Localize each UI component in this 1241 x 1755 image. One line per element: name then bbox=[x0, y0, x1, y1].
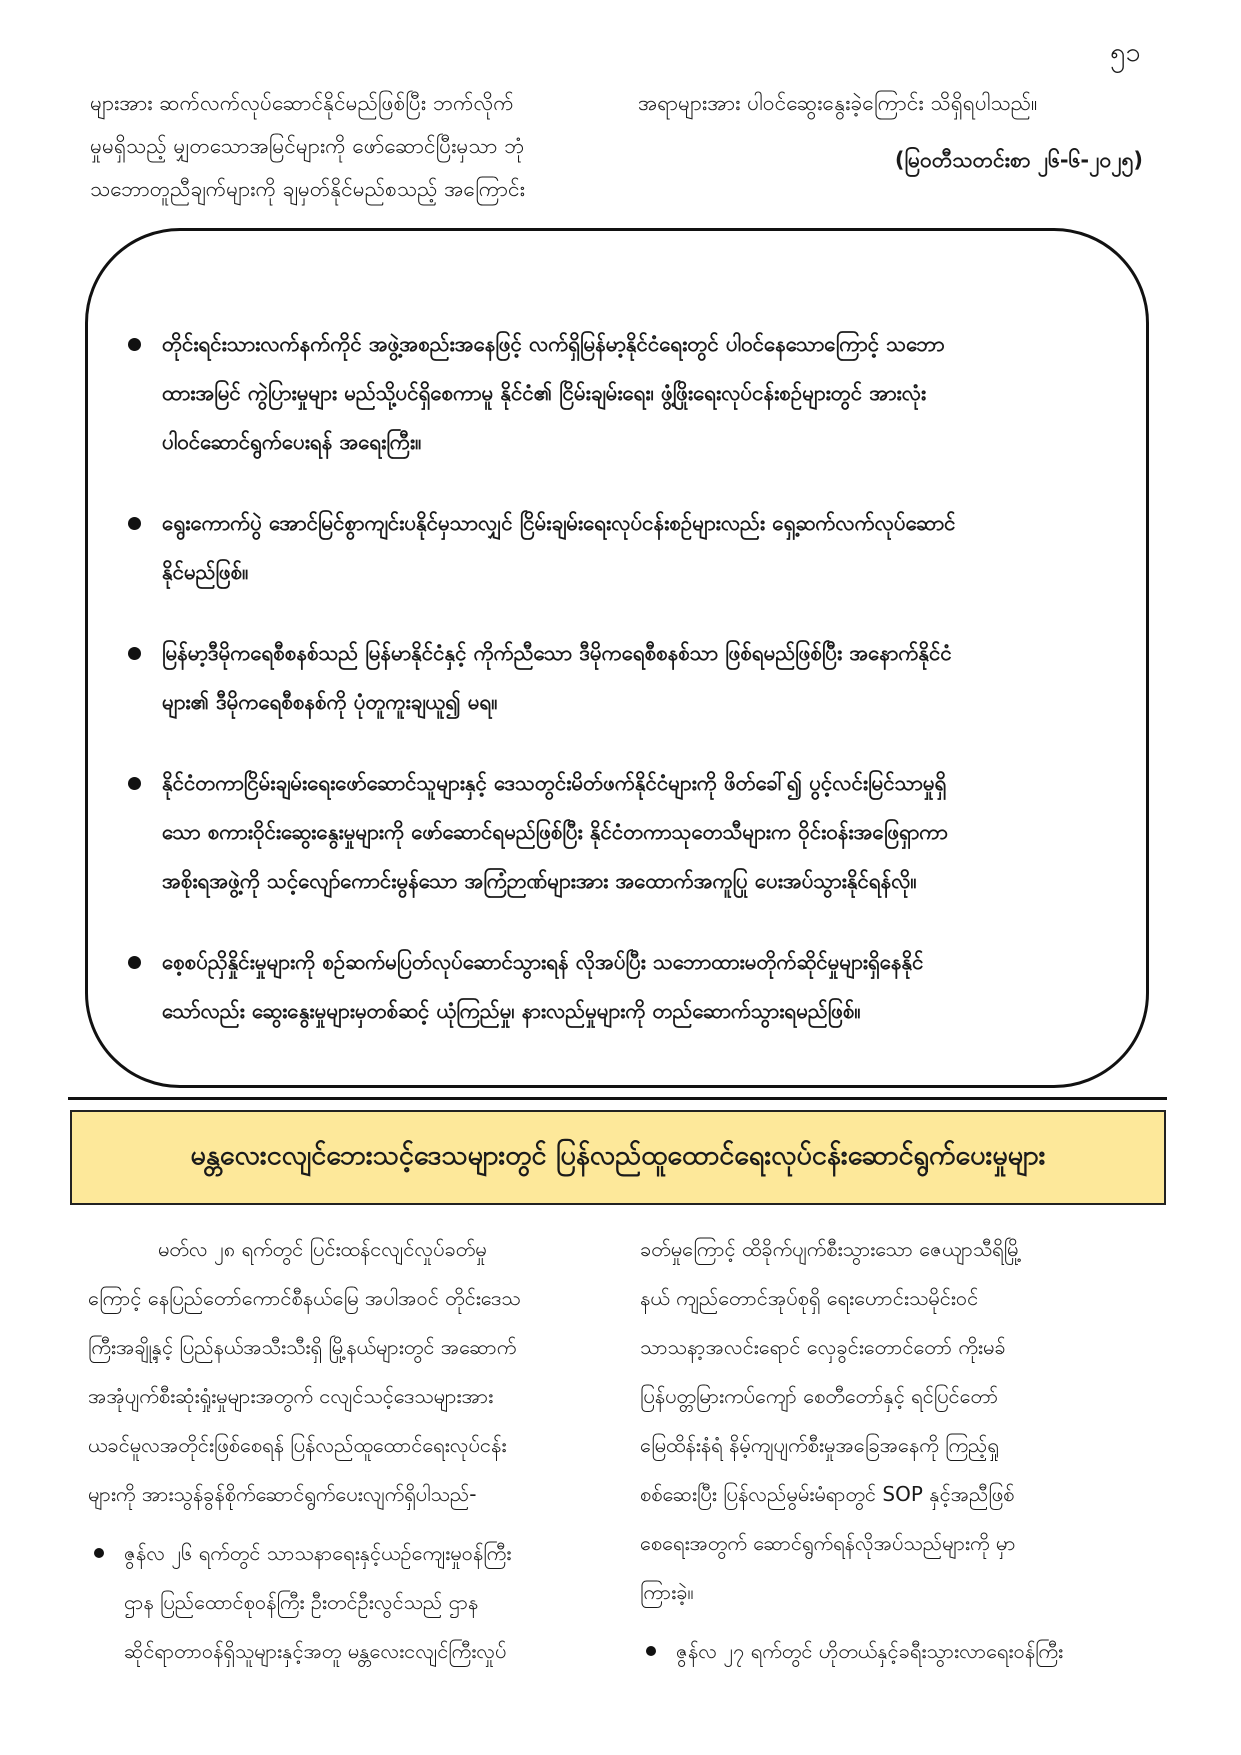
bullet-line: သော်လည်း ဆွေးနွေးမှုများမှတစ်ဆင့် ယုံကြည်မှု၊ နားလည်မှုများကို တည်ဆောက်သွားရမည်ဖြစ်။ bbox=[162, 999, 861, 1023]
body-line: အရာများအား ပါဝင်ဆွေးနွေးခဲ့ကြောင်း သိရှိရပါသည်။ bbox=[638, 91, 1038, 115]
bullet-line: ပါဝင်ဆောင်ရွက်ပေးရန် အရေးကြီး။ bbox=[162, 430, 422, 454]
body-line: နယ် ကျည်တောင်အုပ်စုရှိ ရေးဟောင်းသမိုင်းဝင် bbox=[640, 1286, 979, 1310]
summary-bullet bbox=[120, 499, 1135, 597]
body-line: သဘောတူညီချက်များကို ချမှတ်နိုင်မည်စသည့် အကြောင်း bbox=[90, 177, 525, 201]
body-line: အအုံပျက်စီးဆုံးရှုံးမှုများအတွက် ငလျင်သင့်ဒေသများအား bbox=[88, 1384, 494, 1408]
news-bullet bbox=[640, 1627, 1150, 1676]
bullet-line: ရွေးကောက်ပွဲ အောင်မြင်စွာကျင်းပနိုင်မှသာလျှင် ငြိမ်းချမ်းရေးလုပ်ငန်းစဉ်များလည်း ရှေ့ဆက်လက်လုပ်ဆောင် bbox=[162, 511, 956, 535]
bullet-dot-icon bbox=[128, 517, 141, 530]
bullet-line: နိုင်ငံတကာငြိမ်းချမ်းရေးဖော်ဆောင်သူများနှင့် ဒေသတွင်းမိတ်ဖက်နိုင်ငံများကို ဖိတ်ခေါ်၍ ပွင့်လင်းမြင်သာမှုရှိ bbox=[162, 771, 947, 795]
bullet-line: နိုင်မည်ဖြစ်။ bbox=[162, 560, 249, 584]
body-line: စစ်ဆေးပြီး ပြန်လည်မွမ်းမံရာတွင် SOP နှင့်အညီဖြစ် bbox=[640, 1482, 1015, 1506]
summary-bullet bbox=[120, 759, 1135, 906]
body-line: စေရေးအတွက် ဆောင်ရွက်ရန်လိုအပ်သည်များကို မှာ bbox=[640, 1531, 1016, 1555]
bullet-line: တိုင်းရင်းသားလက်နက်ကိုင် အဖွဲ့အစည်းအနေဖြင့် လက်ရှိမြန်မာ့နိုင်ငံရေးတွင် ပါဝင်နေသောကြောင့် သဘော bbox=[162, 332, 945, 356]
bullet-line: များ၏ ဒီမိုကရေစီစနစ်ကို ပုံတူကူးချယူ၍ မရ။ bbox=[162, 690, 498, 714]
body-line: မှုမရှိသည့် မျှတသောအမြင်များကို ဖော်ဆောင်ပြီးမှသာ ဘုံ bbox=[90, 134, 525, 158]
summary-bullet bbox=[120, 320, 1135, 467]
body-line: များအား ဆက်လက်လုပ်ဆောင်နိုင်မည်ဖြစ်ပြီး ဘက်လိုက် bbox=[90, 91, 514, 115]
body-line: များကို အားသွန်ခွန်စိုက်ဆောင်ရွက်ပေးလျက်ရှိပါသည်- bbox=[88, 1482, 477, 1506]
body-line: ခတ်မှုကြောင့် ထိခိုက်ပျက်စီးသွားသော ဇေယျာသီရိမြို့ bbox=[640, 1237, 1022, 1261]
summary-bullet-list bbox=[120, 320, 1135, 1068]
bullet-line: စေ့စပ်ညှိနှိုင်းမှုများကို စဉ်ဆက်မပြတ်လုပ်ဆောင်သွားရန် လိုအပ်ပြီး သဘောထားမတိုက်ဆိုင်မှုများရှိနေနိုင် bbox=[162, 950, 924, 974]
section-heading-banner bbox=[70, 1110, 1166, 1205]
body-line: သာသနာ့အလင်းရောင် လှေခွင်းတောင်တော် ကိုးမခ် bbox=[640, 1335, 1006, 1359]
top-right-column bbox=[638, 82, 1143, 182]
bullet-line: ထားအမြင် ကွဲပြားမှုများ မည်သို့ပင်ရှိစေကာမူ နိုင်ငံ၏ ငြိမ်းချမ်းရေး၊ ဖွံ့ဖြိုးရေးလုပ်ငန်းစဉ်များတွင် အားလုံး bbox=[162, 381, 927, 405]
bullet-dot-icon bbox=[128, 338, 141, 351]
bullet-line: ဆိုင်ရာတာဝန်ရှိသူများနှင့်အတူ မန္တလေးငလျင်ကြီးလှုပ် bbox=[124, 1639, 507, 1663]
body-line: မြေထိန်းနံရံ နိမ့်ကျပျက်စီးမှုအခြေအနေကို ကြည့်ရှု bbox=[640, 1433, 999, 1457]
bullet-line: အစိုးရအဖွဲ့ကို သင့်လျော်ကောင်းမွန်သော အကြံဉာဏ်များအား အထောက်အကူပြု ပေးအပ်သွားနိုင်ရန်လို။ bbox=[162, 869, 917, 893]
source-citation: (မြဝတီသတင်းစာ ၂၆-၆-၂၀၂၅) bbox=[894, 148, 1143, 172]
summary-bullet bbox=[120, 938, 1135, 1036]
bullet-dot-icon bbox=[128, 956, 141, 969]
bullet-dot-icon bbox=[128, 777, 141, 790]
news-bullet bbox=[88, 1529, 608, 1676]
bottom-right-column bbox=[640, 1225, 1150, 1676]
top-left-column bbox=[90, 82, 610, 211]
body-line: ပြန်ပတ္တမြားကပ်ကျော် စေတီတော်နှင့် ရင်ပြင်တော် bbox=[640, 1384, 999, 1408]
bullet-line: ဌာန ပြည်ထောင်စုဝန်ကြီး ဦးတင်ဦးလွင်သည် ဌာန bbox=[124, 1590, 479, 1614]
bullet-line: မြန်မာ့ဒီမိုကရေစီစနစ်သည် မြန်မာနိုင်ငံနှင့် ကိုက်ညီသော ဒီမိုကရေစီစနစ်သာ ဖြစ်ရမည်ဖြစ်ပြီး အနောက်နိုင်ငံ bbox=[162, 641, 952, 665]
bullet-line: သော စကားဝိုင်းဆွေးနွေးမှုများကို ဖော်ဆောင်ရမည်ဖြစ်ပြီး နိုင်ငံတကာသုတေသီများက ဝိုင်းဝန်းအဖြေရှာကာ bbox=[162, 820, 948, 844]
body-line: ကြားခဲ့။ bbox=[640, 1580, 694, 1604]
body-line: ယခင်မူလအတိုင်းဖြစ်စေရန် ပြန်လည်ထူထောင်ရေးလုပ်ငန်း bbox=[88, 1433, 507, 1457]
page-number: ၅၁ bbox=[1110, 37, 1141, 68]
section-divider bbox=[68, 1097, 1167, 1100]
bullet-dot-icon bbox=[128, 647, 141, 660]
bullet-line: ဇွန်လ ၂၇ ရက်တွင် ဟိုတယ်နှင့်ခရီးသွားလာရေးဝန်ကြီး bbox=[676, 1639, 1064, 1663]
summary-bullet bbox=[120, 629, 1135, 727]
body-line: ကြောင့် နေပြည်တော်ကောင်စီနယ်မြေ အပါအဝင် တိုင်းဒေသ bbox=[88, 1286, 521, 1310]
bullet-dot-icon bbox=[94, 1548, 104, 1558]
section-heading: မန္တလေးငလျင်ဘေးသင့်ဒေသများတွင် ပြန်လည်ထူထောင်ရေးလုပ်ငန်းဆောင်ရွက်ပေးမှုများ bbox=[190, 1139, 1046, 1171]
body-line: မတ်လ ၂၈ ရက်တွင် ပြင်းထန်ငလျင်လှုပ်ခတ်မှု bbox=[158, 1237, 487, 1261]
body-line: ကြီးအချို့နှင့် ပြည်နယ်အသီးသီးရှိ မြို့နယ်များတွင် အဆောက် bbox=[88, 1335, 517, 1359]
bottom-left-column bbox=[88, 1225, 608, 1676]
bullet-dot-icon bbox=[646, 1646, 656, 1656]
bullet-line: ဇွန်လ ၂၆ ရက်တွင် သာသနာရေးနှင့်ယဉ်ကျေးမှုဝန်ကြီး bbox=[124, 1541, 512, 1565]
